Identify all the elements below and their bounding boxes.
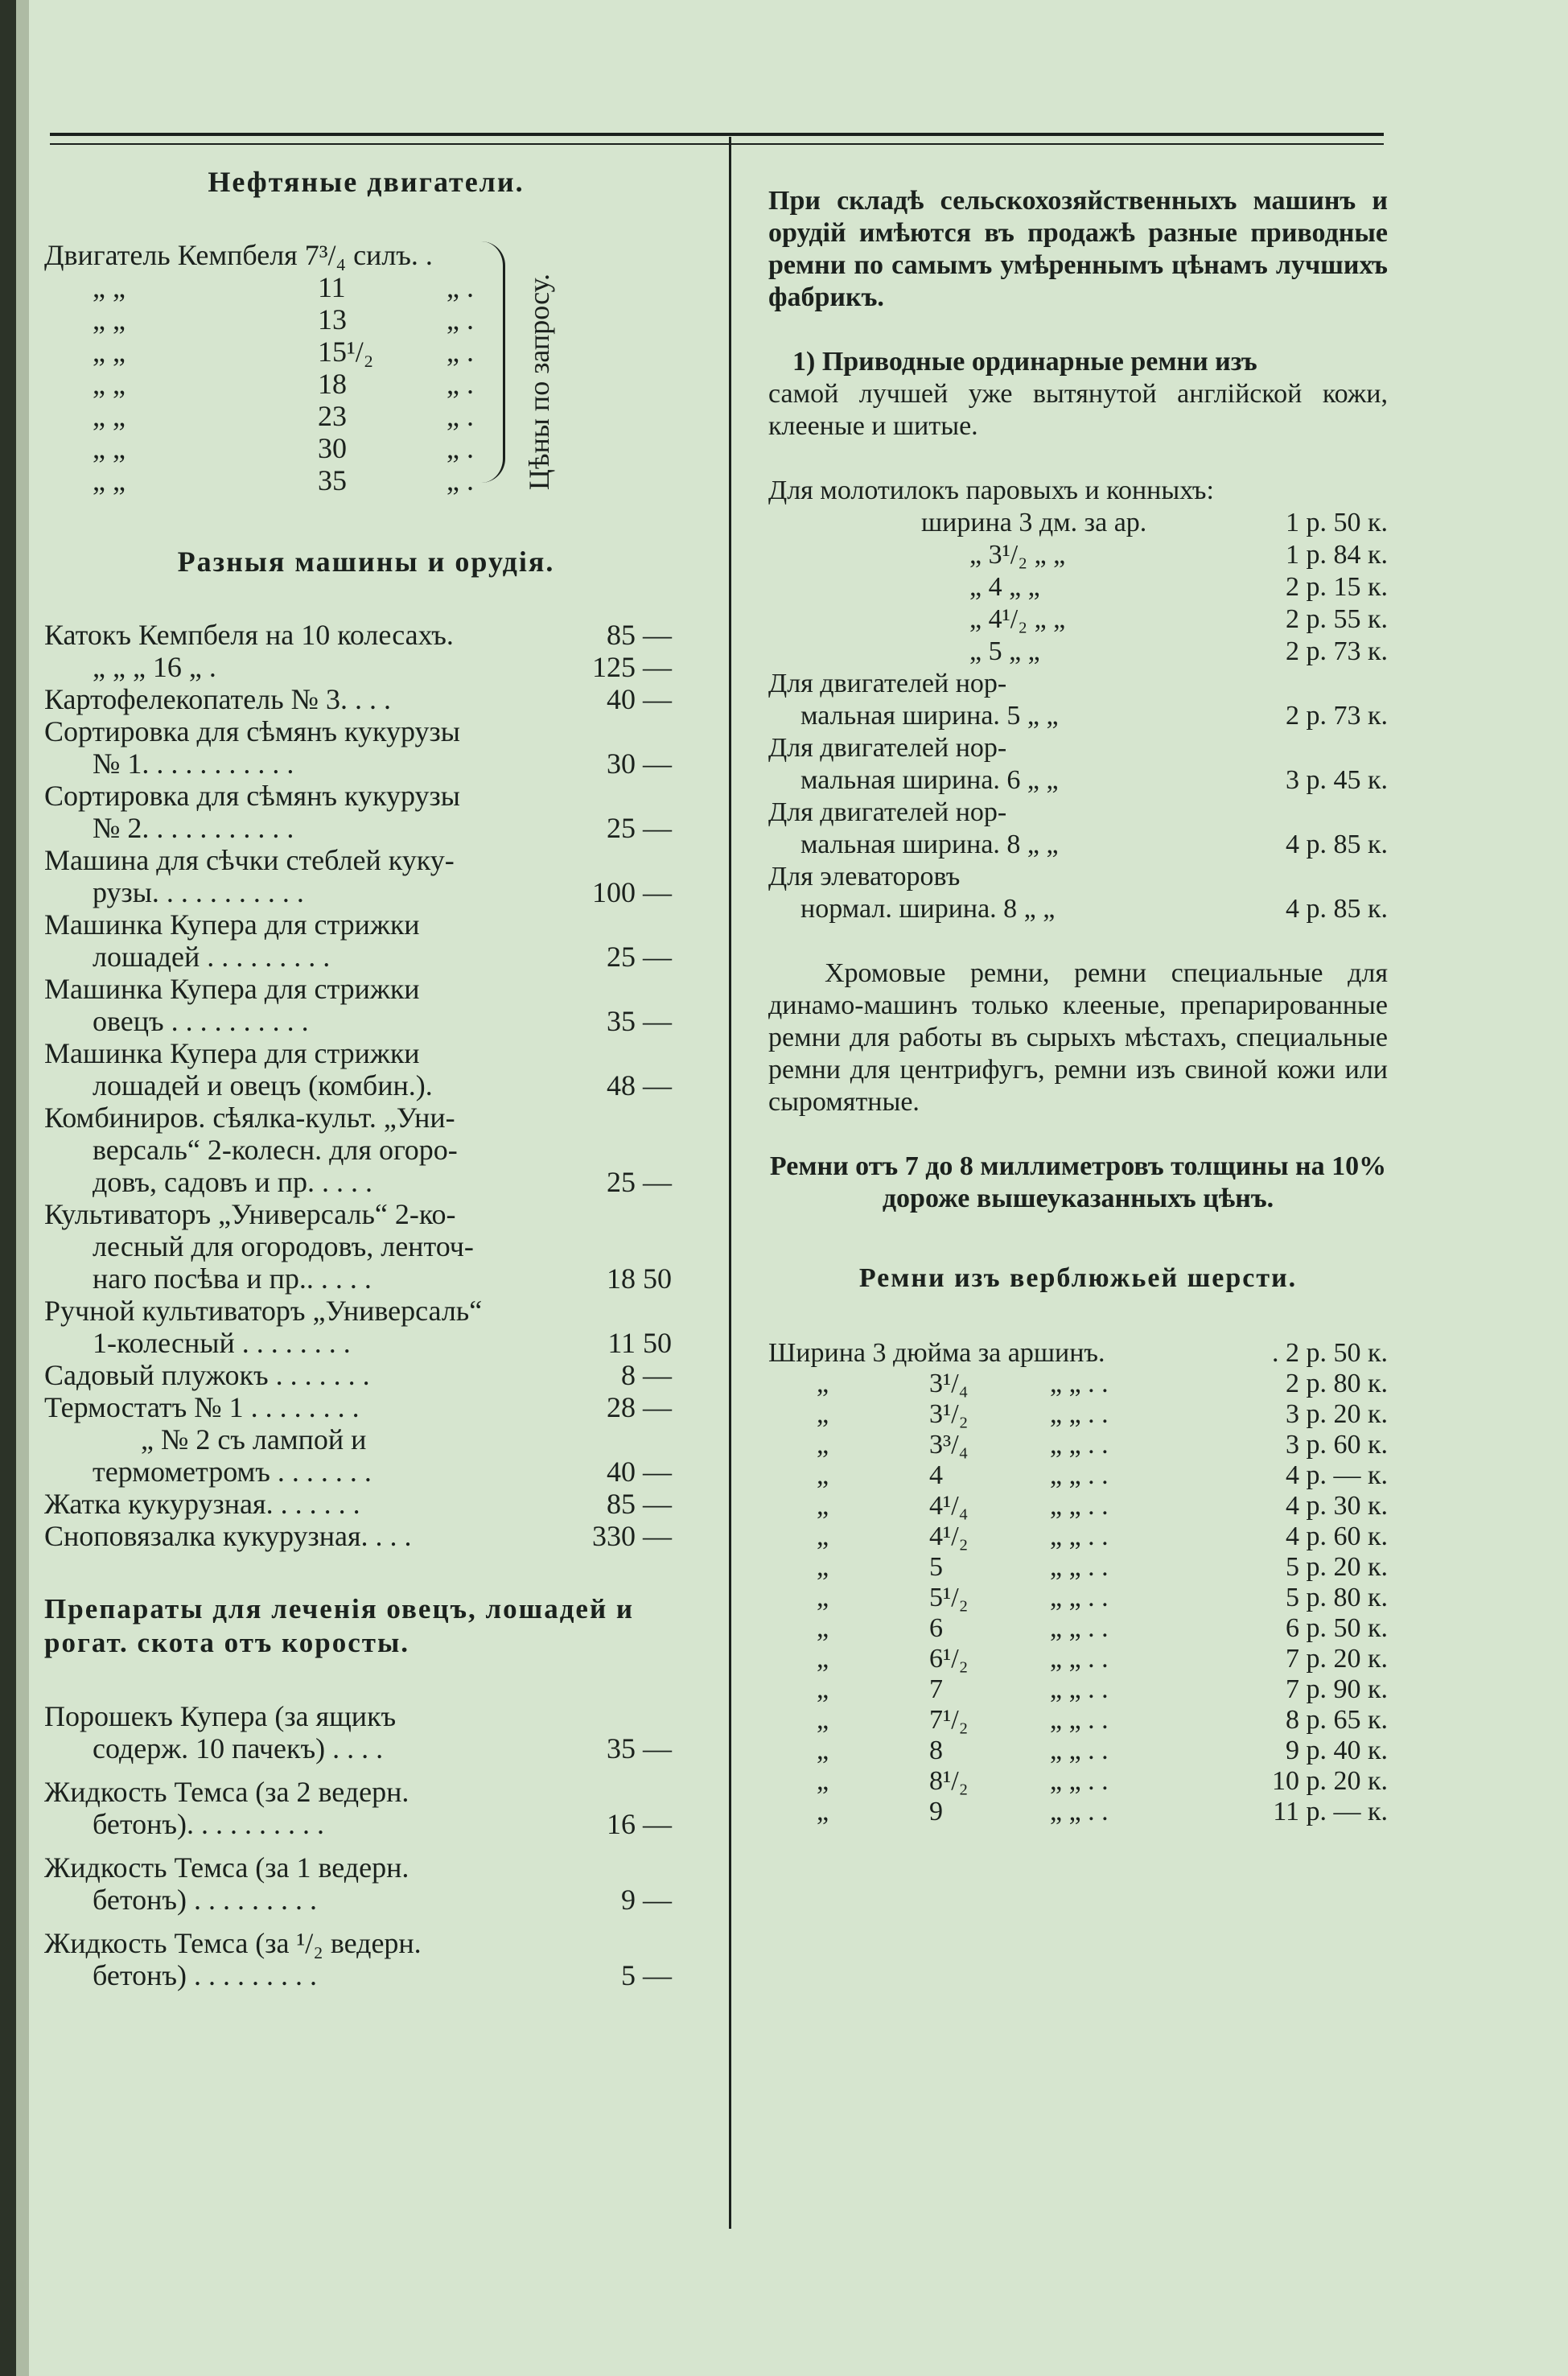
page-binding-shadow — [16, 0, 29, 2376]
camel-row: „ 8¹/₂ „ „ . . 10 р. 20 к. — [817, 1766, 1388, 1796]
price-row: Культиваторъ „Универсаль“ 2-ко- лесный для огородовъ, ленточ- наго посѣва и пр.. . . . . 18 50 — [44, 1198, 672, 1295]
belt-price-row: „ 4¹/₂ „ „ 2 р. 55 к. — [969, 604, 1388, 634]
price-row: Жидкость Темса (за 2 ведерн. бетонъ). . . . . . . . . . 16 — — [44, 1776, 672, 1840]
belt-price-row: Для двигателей нор- мальная ширина. 6 „ „ 3 р. 45 к. — [768, 733, 1388, 795]
chrome-belts-text: Хромовые ремни, ремни специальные для динамо-машинъ только клееные, препарированные ремни для работы въ сырыхъ мѣстахъ, специальные ремни для центрифугъ, ремни изъ свиной кожи или сыромятные. — [768, 958, 1388, 1117]
thickness-note: Ремни отъ 7 до 8 миллиметровъ толщины на 10% дороже вышеуказанныхъ цѣнъ. — [769, 1151, 1387, 1213]
engine-row: „ „ 18 „ . — [93, 368, 474, 400]
price-row: „ № 2 съ лампой и термометромъ . . . . . . . 40 — — [93, 1423, 672, 1488]
belt-price-row: Для двигателей нор- мальная ширина. 8 „ „ 4 р. 85 к. — [768, 797, 1388, 859]
price-row: Садовый плужокъ . . . . . . . 8 — — [44, 1359, 672, 1391]
engine-row: „ „ 30 „ . — [93, 432, 474, 464]
camel-row: „ 7¹/₂ „ „ . . 8 р. 65 к. — [817, 1705, 1388, 1735]
belts-intro: При складѣ сельскохозяйственныхъ машинъ и орудій имѣются въ продажѣ разные приводные ремни по самымъ умѣреннымъ цѣнамъ лучшихъ фабрикъ. — [768, 186, 1388, 312]
engines-title: Нефтяные двигатели. — [208, 166, 525, 198]
price-row: Ручной культиваторъ „Универсаль“ 1-колесный . . . . . . . . 11 50 — [44, 1295, 672, 1359]
camel-row: „ 3¹/₂ „ „ . . 3 р. 20 к. — [817, 1399, 1388, 1429]
top-rule — [50, 133, 1384, 136]
camel-row: Ширина 3 дюйма за аршинъ. . 2 р. 50 к. — [768, 1338, 1388, 1368]
camel-row: „ 4 „ „ . . 4 р. — к. — [817, 1460, 1388, 1490]
camel-title: Ремни изъ верблюжьей шерсти. — [858, 1263, 1298, 1293]
price-row: Машинка Купера для стрижки лошадей . . . . . . . . . 25 — — [44, 908, 672, 973]
machines-list — [44, 619, 672, 1552]
price-row: Термостатъ № 1 . . . . . . . . 28 — — [44, 1391, 672, 1423]
belt-price-row: „ 3¹/₂ „ „ 1 р. 84 к. — [969, 540, 1388, 570]
camel-row: „ 6 „ „ . . 6 р. 50 к. — [817, 1613, 1388, 1643]
camel-row: „ 8 „ „ . . 9 р. 40 к. — [817, 1736, 1388, 1765]
price-row: Сортировка для сѣмянъ кукурузы № 2. . . . . . . . . . . 25 — — [44, 780, 672, 844]
camel-row: „ 6¹/₂ „ „ . . 7 р. 20 к. — [817, 1644, 1388, 1674]
belt-price-row: „ 5 „ „ 2 р. 73 к. — [969, 636, 1388, 666]
price-row: Машина для сѣчки стеблей куку- рузы. . . . . . . . . . . 100 — — [44, 844, 672, 908]
engines-list — [44, 239, 688, 496]
right-column — [768, 185, 1388, 1827]
belt-price-row: „ 4 „ „ 2 р. 15 к. — [969, 572, 1388, 602]
engine-row-first: Двигатель Кемпбеля 7³/₄ силъ. . — [44, 239, 433, 271]
thresher-section: Для молотилокъ паровыхъ и конныхъ: ширина 3 дм. за ар. 1 р. 50 к. „ 3¹/₂ „ „ 1 р. 84 к. „ 4 „ „ 2 р. 15 к. „ 4¹/₂ „ „ 2 р. 55 к. „ 5 „ „ 2 р. 73 к. — [768, 476, 1388, 666]
top-rule-thin — [50, 143, 1384, 145]
camel-row: „ 5¹/₂ „ „ . . 5 р. 80 к. — [817, 1583, 1388, 1612]
preparations-title: Препараты для леченія овецъ, лошадей и рогат. скота отъ коросты. — [44, 1593, 635, 1658]
engine-row: „ „ 35 „ . — [93, 464, 474, 496]
price-row: Сортировка для сѣмянъ кукурузы № 1. . . . . . . . . . . 30 — — [44, 715, 672, 780]
camel-row: „ 3¹/₄ „ „ . . 2 р. 80 к. — [817, 1369, 1388, 1398]
camel-row: „ 3³/₄ „ „ . . 3 р. 60 к. — [817, 1430, 1388, 1460]
page-binding-edge — [0, 0, 16, 2376]
engine-row: „ „ 11 „ . — [93, 271, 474, 303]
engine-row: „ „ 23 „ . — [93, 400, 474, 432]
left-column — [44, 165, 688, 1991]
camel-list — [768, 1338, 1388, 1827]
price-row: Картофелекопатель № 3. . . . 40 — — [44, 683, 672, 715]
engines-brace — [471, 241, 505, 483]
preparations-list — [44, 1700, 672, 1991]
price-row: Машинка Купера для стрижки овецъ . . . . . . . . . . 35 — — [44, 973, 672, 1037]
price-row: „ „ „ 16 „ . 125 — — [93, 651, 672, 683]
engine-row: „ „ 13 „ . — [93, 303, 474, 336]
machines-title: Разныя машины и орудія. — [177, 546, 555, 578]
camel-row: „ 4¹/₂ „ „ . . 4 р. 60 к. — [817, 1522, 1388, 1551]
price-row: Жидкость Темса (за 1 ведерн. бетонъ) . . . . . . . . . 9 — — [44, 1851, 672, 1916]
camel-row: „ 7 „ „ . . 7 р. 90 к. — [817, 1674, 1388, 1704]
camel-row: „ 4¹/₄ „ „ . . 4 р. 30 к. — [817, 1491, 1388, 1521]
price-row: Машинка Купера для стрижки лошадей и овецъ (комбин.). 48 — — [44, 1037, 672, 1102]
price-row: Порошекъ Купера (за ящикъ содерж. 10 пачекъ) . . . . 35 — — [44, 1700, 672, 1764]
belt-price-row: ширина 3 дм. за ар. 1 р. 50 к. — [921, 508, 1388, 537]
price-row: Сноповязалка кукурузная. . . . 330 — — [44, 1520, 672, 1552]
belt-price-row: Для двигателей нор- мальная ширина. 5 „ „ 2 р. 73 к. — [768, 669, 1388, 731]
column-divider — [729, 137, 731, 2229]
price-row: Жидкость Темса (за ¹/₂ ведерн. бетонъ) . . . . . . . . . 5 — — [44, 1927, 672, 1991]
engine-belts-section — [768, 668, 1388, 925]
engine-row: „ „ 15¹/₂ „ . — [93, 336, 474, 368]
camel-row: „ 9 „ „ . . 11 р. — к. — [817, 1797, 1388, 1826]
price-row: Комбиниров. сѣялка-культ. „Уни- версаль“ 2-колесн. для огоро- довъ, садовъ и пр. . . . . 25 — — [44, 1102, 672, 1198]
engines-price-note: Цѣны по запросу. — [523, 274, 555, 491]
price-row: Жатка кукурузная. . . . . . . 85 — — [44, 1488, 672, 1520]
belts-sub1: 1) Приводные ординарные ремни изъ самой лучшей уже вытянутой англійской кожи, клееные и шитые. — [768, 347, 1388, 441]
belt-price-row: Для элеваторовъ нормал. ширина. 8 „ „ 4 р. 85 к. — [768, 862, 1388, 924]
camel-row: „ 5 „ „ . . 5 р. 20 к. — [817, 1552, 1388, 1582]
price-row: Катокъ Кемпбеля на 10 колесахъ. 85 — — [44, 619, 672, 651]
